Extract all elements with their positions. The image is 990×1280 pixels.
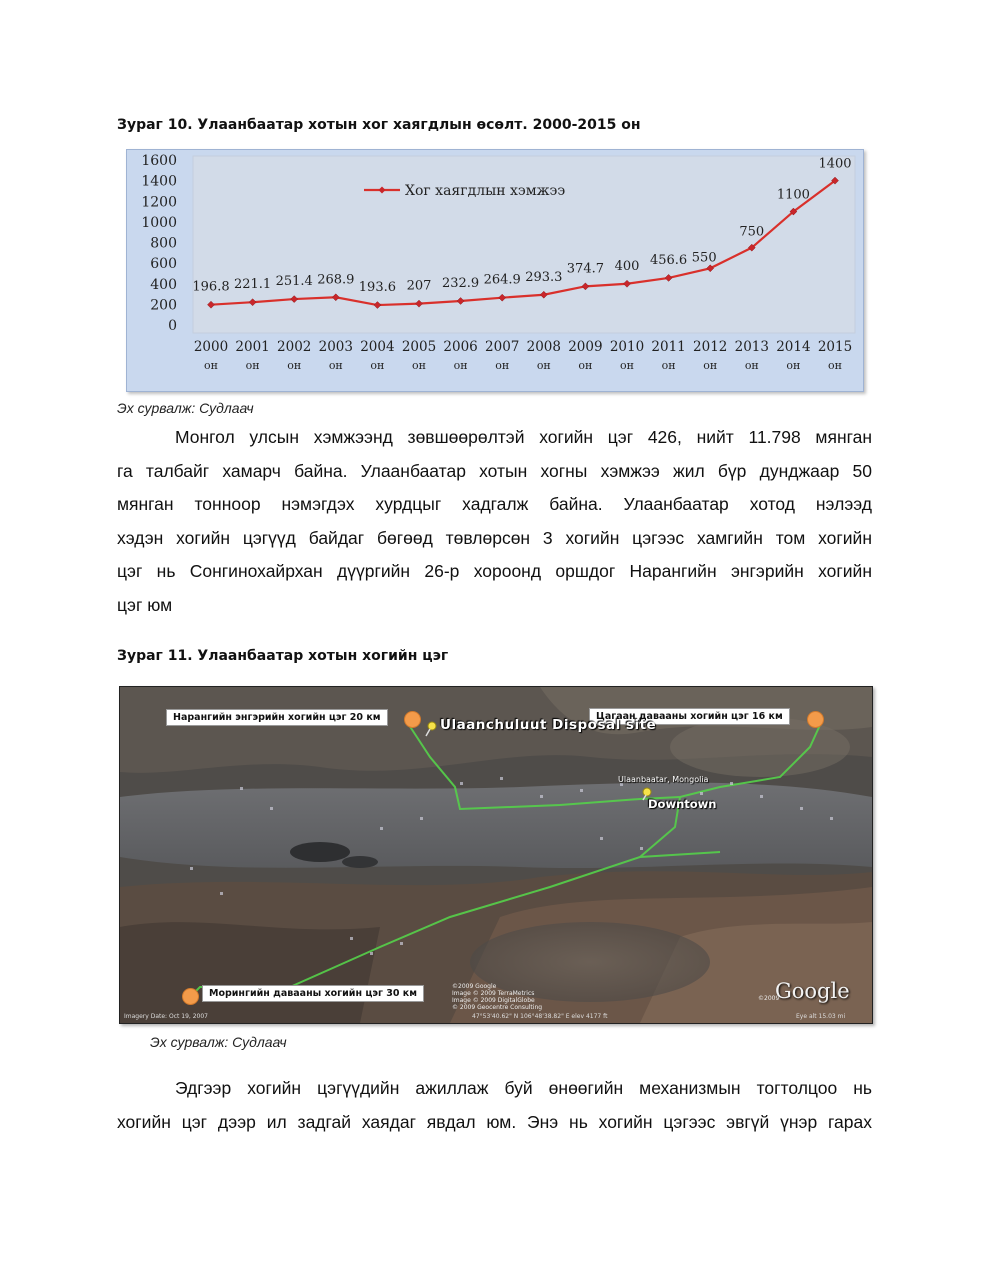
data-label: 251.4 (275, 274, 313, 290)
y-tick-label: 1400 (141, 173, 177, 190)
morin-landfill-marker (182, 988, 199, 1005)
data-label: 221.1 (233, 277, 272, 293)
data-label: 193.6 (358, 280, 397, 296)
x-tick-suffix: он (703, 359, 718, 372)
y-tick-label: 1600 (141, 153, 177, 169)
x-tick-suffix: он (744, 359, 759, 372)
y-tick-label: 400 (150, 276, 177, 293)
x-tick-label: 2015 (817, 339, 853, 355)
paragraph-line: цэг юм (117, 594, 173, 615)
x-tick-suffix: он (828, 359, 842, 372)
x-tick-suffix: он (204, 359, 218, 372)
eye-altitude: Eye alt 15.03 mi (796, 1013, 846, 1020)
x-tick-suffix: он (536, 359, 551, 372)
imagery-copyright (452, 983, 542, 1011)
x-tick-label: 2007 (485, 339, 520, 355)
google-logo: Google (775, 979, 850, 1003)
tsagaan-landfill-label: Цагаан давааны хогийн цэг 16 км (589, 708, 790, 725)
waste-growth-chart (126, 149, 864, 392)
y-tick-label: 800 (150, 235, 177, 252)
data-label: 750 (739, 224, 765, 240)
data-label: 400 (614, 258, 640, 274)
paragraph-line: хэдэн хогийн цэгүүд байдаг бөгөөд төвлөрсөн 3 хогийн цэгээс хамгийн том хогийн (117, 527, 872, 548)
copyright-line: Image © 2009 TerraMetrics (452, 990, 535, 997)
paragraph-line: хогийн цэг дээр ил задгай хаядаг явдал юм. Энэ нь хогийн цэгээс эвгүй үнэр гарах (117, 1111, 872, 1132)
figure-10-caption: Зураг 10. Улаанбаатар хотын хог хаягдлын өсөлт. 2000-2015 он (117, 117, 641, 133)
legend-label: Хог хаягдлын хэмжээ (405, 183, 566, 199)
downtown-label: Downtown (648, 797, 717, 811)
data-label: 207 (406, 278, 432, 294)
city-name-label: Ulaanbaatar, Mongolia (618, 775, 709, 784)
data-label: 374.7 (566, 261, 605, 277)
x-tick-label: 2008 (526, 339, 561, 355)
x-tick-label: 2014 (776, 339, 811, 355)
naran-landfill-label: Нарангийн энгэрийн хогийн цэг 20 км (166, 709, 388, 726)
x-tick-label: 2002 (277, 339, 312, 355)
copyright-line: Image © 2009 DigitalGlobe (452, 997, 535, 1004)
data-label: 456.6 (649, 252, 688, 268)
chart-canvas (127, 150, 863, 391)
x-tick-suffix: он (287, 359, 302, 372)
x-tick-label: 2011 (651, 339, 686, 355)
y-tick-label: 200 (150, 297, 177, 314)
x-tick-label: 2013 (734, 339, 769, 355)
x-tick-suffix: он (370, 359, 385, 372)
copyright-line: © 2009 Geocentre Consulting (452, 1004, 543, 1011)
y-tick-label: 0 (168, 318, 177, 334)
x-tick-label: 2000 (193, 339, 229, 355)
x-tick-label: 2009 (568, 339, 603, 355)
pushpin-icon (424, 721, 438, 737)
x-tick-suffix: он (578, 359, 593, 372)
paragraph-2 (117, 1072, 872, 1139)
data-label: 268.9 (317, 272, 355, 288)
x-tick-label: 2003 (318, 339, 353, 355)
x-tick-label: 2006 (443, 339, 478, 355)
x-tick-label: 2004 (360, 339, 395, 355)
map-coordinates: 47°53'40.62" N 106°48'38.82" E elev 4177 ft (472, 1013, 608, 1020)
map-terrain (120, 687, 872, 1023)
data-label: 1400 (818, 156, 852, 172)
x-tick-suffix: он (620, 359, 634, 372)
tsagaan-landfill-marker (807, 711, 824, 728)
x-tick-label: 2012 (693, 339, 728, 355)
x-tick-suffix: он (453, 359, 468, 372)
paragraph-line: цэг нь Сонгинохайрхан дүүргийн 26-р хороонд оршдог Нарангийн энгэрийн хогийн (117, 561, 872, 582)
paragraph-1 (117, 421, 872, 623)
paragraph-line: мянган тонноор нэмэгдэх хурдцыг хадгалж байна. Улаанбаатар хотод нэлээд (117, 494, 872, 515)
x-tick-label: 2001 (235, 339, 270, 355)
paragraph-line: га талбайг хамарч байна. Улаанбаатар хотын хогны хэмжээ жил бүр дунджаар 50 (117, 460, 872, 481)
figure-11-source: Эх сурвалж: Судлаач (150, 1034, 287, 1050)
y-tick-label: 1000 (141, 214, 177, 231)
y-tick-label: 1200 (141, 194, 177, 211)
morin-landfill-label: Морингийн давааны хогийн цэг 30 км (202, 985, 424, 1002)
x-tick-suffix: он (495, 359, 510, 372)
site-name-label: Ulaanchuluut Disposal site (440, 717, 657, 733)
figure-11-caption: Зураг 11. Улаанбаатар хотын хогийн цэг (117, 648, 449, 664)
imagery-date: Imagery Date: Oct 19, 2007 (124, 1013, 208, 1020)
naran-landfill-marker (404, 711, 421, 728)
data-label: 232.9 (441, 275, 480, 291)
x-tick-label: 2005 (401, 339, 437, 355)
x-tick-suffix: он (245, 359, 260, 372)
data-label: 1100 (776, 187, 810, 203)
landfill-satellite-map (119, 686, 873, 1024)
data-label: 264.9 (483, 272, 521, 288)
paragraph-line: Монгол улсын хэмжээнд зөвшөөрөлтэй хогийн цэг 426, нийт 11.798 мянган (175, 427, 872, 447)
copyright-line: ©2009 Google (452, 983, 497, 990)
x-tick-label: 2010 (609, 339, 645, 355)
google-year: ©2009 (758, 995, 780, 1002)
x-tick-suffix: он (786, 359, 801, 372)
x-tick-suffix: он (328, 359, 343, 372)
x-tick-suffix: он (661, 359, 676, 372)
figure-10-source: Эх сурвалж: Судлаач (117, 400, 254, 416)
data-label: 550 (691, 250, 717, 266)
paragraph-line: Эдгээр хогийн цэгүүдийн ажиллаж буй өнөөгийн механизмын тогтолцоо нь (175, 1078, 872, 1098)
x-tick-suffix: он (412, 359, 426, 372)
data-label: 293.3 (525, 269, 563, 285)
y-tick-label: 600 (150, 256, 177, 273)
data-label: 196.8 (192, 279, 230, 295)
